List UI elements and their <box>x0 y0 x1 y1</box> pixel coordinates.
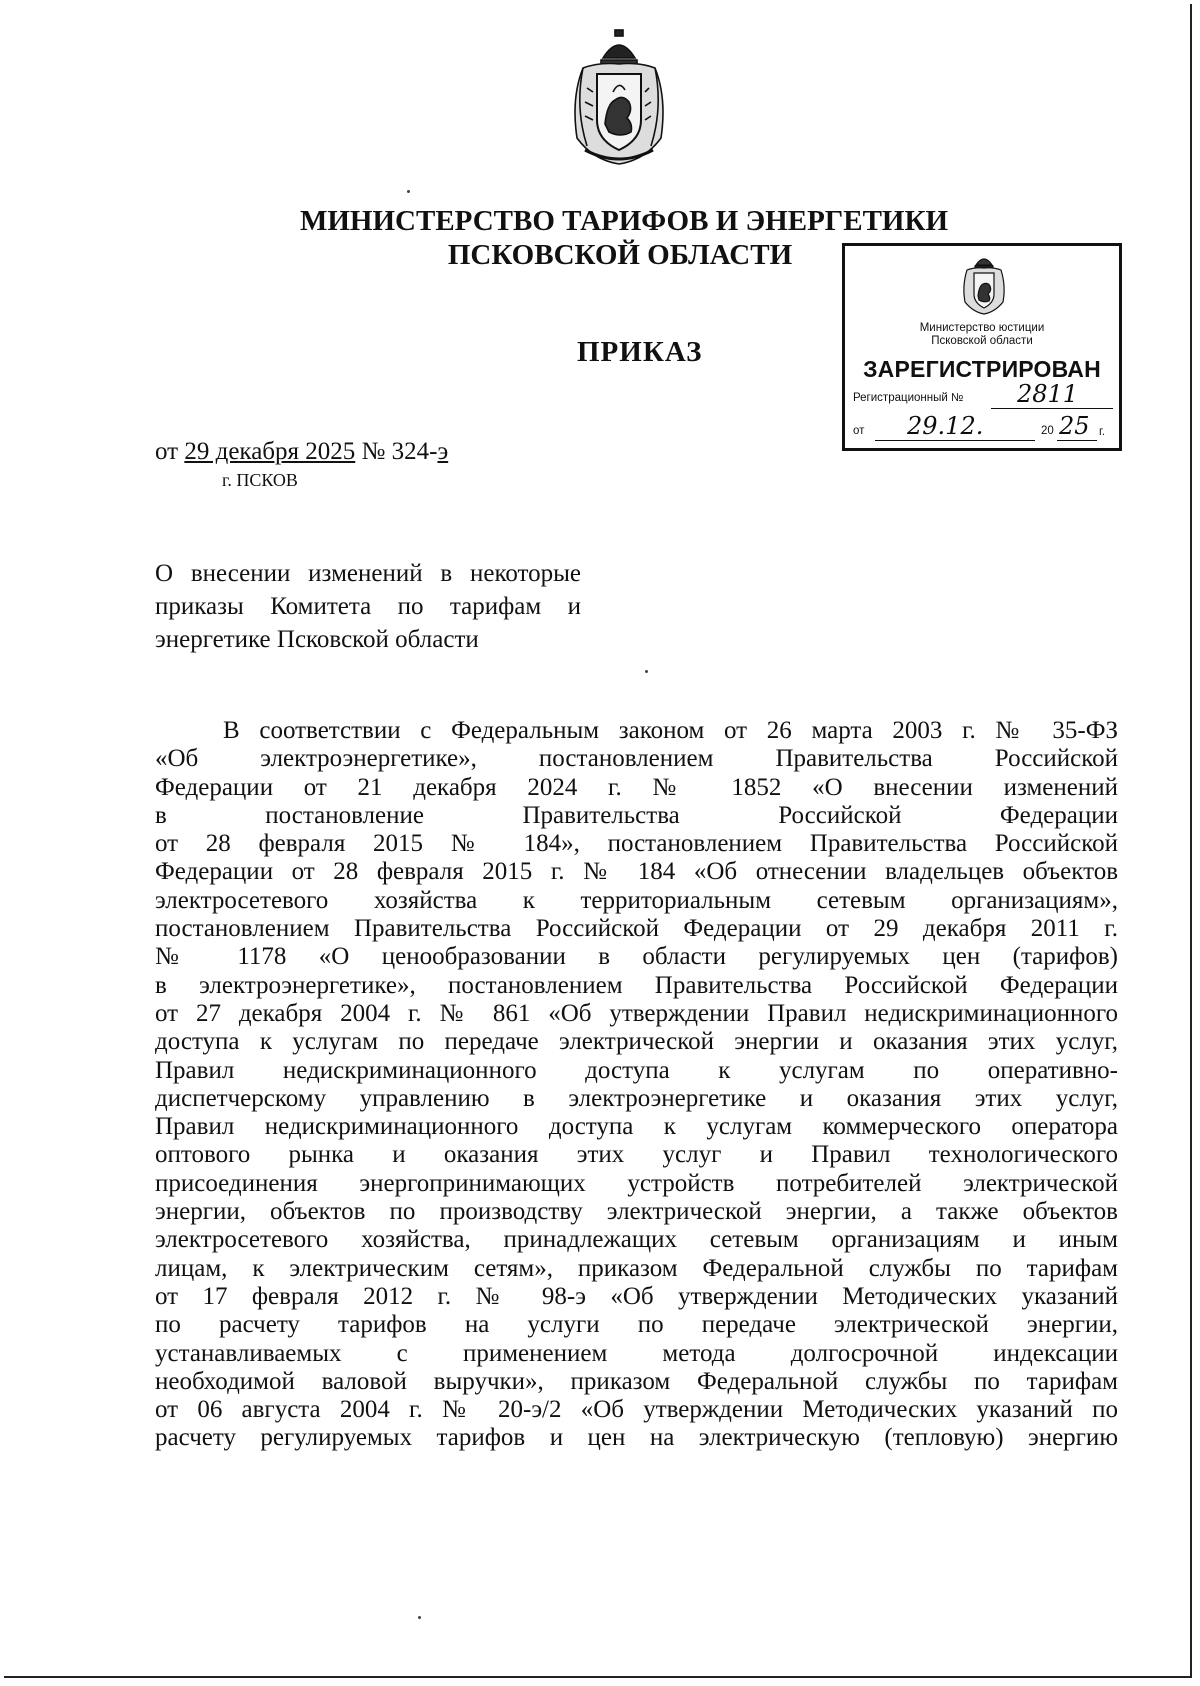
stamp-reg-number-label: Регистрационный № <box>853 392 964 404</box>
body-line: присоединения энергопринимающих устройств потребителей электрической <box>155 1169 1118 1197</box>
body-line: оптового рынка и оказания этих услуг и Правил технологического <box>155 1141 1118 1169</box>
stamp-date-line <box>875 440 1035 441</box>
body-line: по расчету тарифов на услуги по передаче электрической энергии, <box>155 1311 1118 1339</box>
order-city: г. ПСКОВ <box>222 470 298 490</box>
stamp-date-row <box>853 425 864 437</box>
scan-speck <box>407 190 410 193</box>
body-line: В соответствии с Федеральным законом от 26 марта 2003 г. № 35-ФЗ <box>223 717 1118 744</box>
stamp-emblem-icon <box>959 252 1009 316</box>
body-line: Федерации от 28 февраля 2015 г. № 184 «Об отнесении владельцев объектов <box>155 858 1118 886</box>
body-line: необходимой валовой выручки», приказом Федеральной службы по тарифам <box>155 1367 1118 1395</box>
scan-speck <box>418 1616 421 1619</box>
body-line: лицам, к электрическим сетям», приказом Федеральной службы по тарифам <box>155 1254 1118 1282</box>
stamp-reg-number-line <box>991 408 1113 409</box>
registration-stamp <box>842 243 1122 451</box>
body-line: в электроэнергетике», постановлением Правительства Российской Федерации <box>155 971 1118 999</box>
body-line: расчету регулируемых тарифов и цен на электрическую (тепловую) энергию <box>155 1424 1118 1452</box>
stamp-year-prefix: 20 <box>1041 425 1054 437</box>
stamp-year-suffix: г. <box>1099 426 1105 438</box>
subject-line: приказы Комитета по тарифам и <box>155 593 581 620</box>
order-number-suffix: э <box>437 438 449 465</box>
body-line: Правил недискриминационного доступа к услугам по оперативно- <box>155 1056 1118 1084</box>
order-subject <box>155 557 581 656</box>
ministry-name-line1: МИНИСТЕРСТВО ТАРИФОВ И ЭНЕРГЕТИКИ <box>300 205 949 237</box>
order-date-prefix: от <box>155 438 185 465</box>
body-line: постановлением Правительства Российской Федерации от 29 декабря 2011 г. <box>155 915 1118 943</box>
body-line: от 06 августа 2004 г. № 20-э/2 «Об утверждении Методических указаний по <box>155 1396 1118 1424</box>
stamp-registered-label: ЗАРЕГИСТРИРОВАН <box>863 356 1101 382</box>
order-date: 29 декабря 2025 <box>184 438 356 465</box>
stamp-year-line <box>1057 440 1097 441</box>
body-line: от 28 февраля 2015 № 184», постановлением Правительства Российской <box>155 830 1118 858</box>
coat-of-arms-emblem <box>563 28 675 168</box>
ministry-name-line2: ПСКОВСКОЙ ОБЛАСТИ <box>447 239 793 271</box>
body-line: устанавливаемых с применением метода долгосрочной индексации <box>155 1339 1118 1367</box>
stamp-ministry-line1: Министерство юстиции <box>919 322 1045 334</box>
order-body <box>155 717 1118 1453</box>
body-line: диспетчерскому управлению в электроэнергетике и оказания этих услуг, <box>155 1084 1118 1112</box>
body-line: электросетевого хозяйства к территориальным сетевым организациям», <box>155 886 1118 914</box>
stamp-reg-number-row <box>853 392 963 404</box>
body-line: электросетевого хозяйства, принадлежащих сетевым организациям и иным <box>155 1226 1118 1254</box>
body-line: доступа к услугам по передаче электрической энергии и оказания этих услуг, <box>155 1028 1118 1056</box>
body-line: в постановление Правительства Российской Федерации <box>155 801 1118 829</box>
body-line: Федерации от 21 декабря 2024 г. № 1852 «О внесении изменений <box>155 773 1118 801</box>
stamp-ministry-line2: Псковской области <box>931 335 1033 347</box>
subject-line: энергетике Псковской области <box>155 626 479 653</box>
body-line: Правил недискриминационного доступа к услугам коммерческого оператора <box>155 1113 1118 1141</box>
scan-speck <box>645 670 648 673</box>
order-number-prefix: № 324- <box>355 438 438 465</box>
subject-line: О внесении изменений в некоторые <box>155 560 581 587</box>
order-date-number <box>155 438 448 466</box>
body-line: от 17 февраля 2012 г. № 98-э «Об утверждении Методических указаний <box>155 1282 1118 1310</box>
stamp-year-handwritten: 25 <box>1059 412 1090 440</box>
stamp-date-prefix: от <box>853 425 865 437</box>
stamp-date-handwritten: 29.12. <box>907 412 984 440</box>
body-line: от 27 декабря 2004 г. № 861 «Об утверждении Правил недискриминационного <box>155 999 1118 1027</box>
body-line: энергии, объектов по производству электрической энергии, а также объектов <box>155 1198 1118 1226</box>
stamp-reg-number-handwritten: 2811 <box>1017 380 1079 408</box>
body-line: «Об электроэнергетике», постановлением Правительства Российской <box>155 745 1118 773</box>
body-line: № 1178 «О ценообразовании в области регулируемых цен (тарифов) <box>155 943 1118 971</box>
document-type: ПРИКАЗ <box>577 336 703 368</box>
stamp-ministry-name <box>845 322 1119 348</box>
